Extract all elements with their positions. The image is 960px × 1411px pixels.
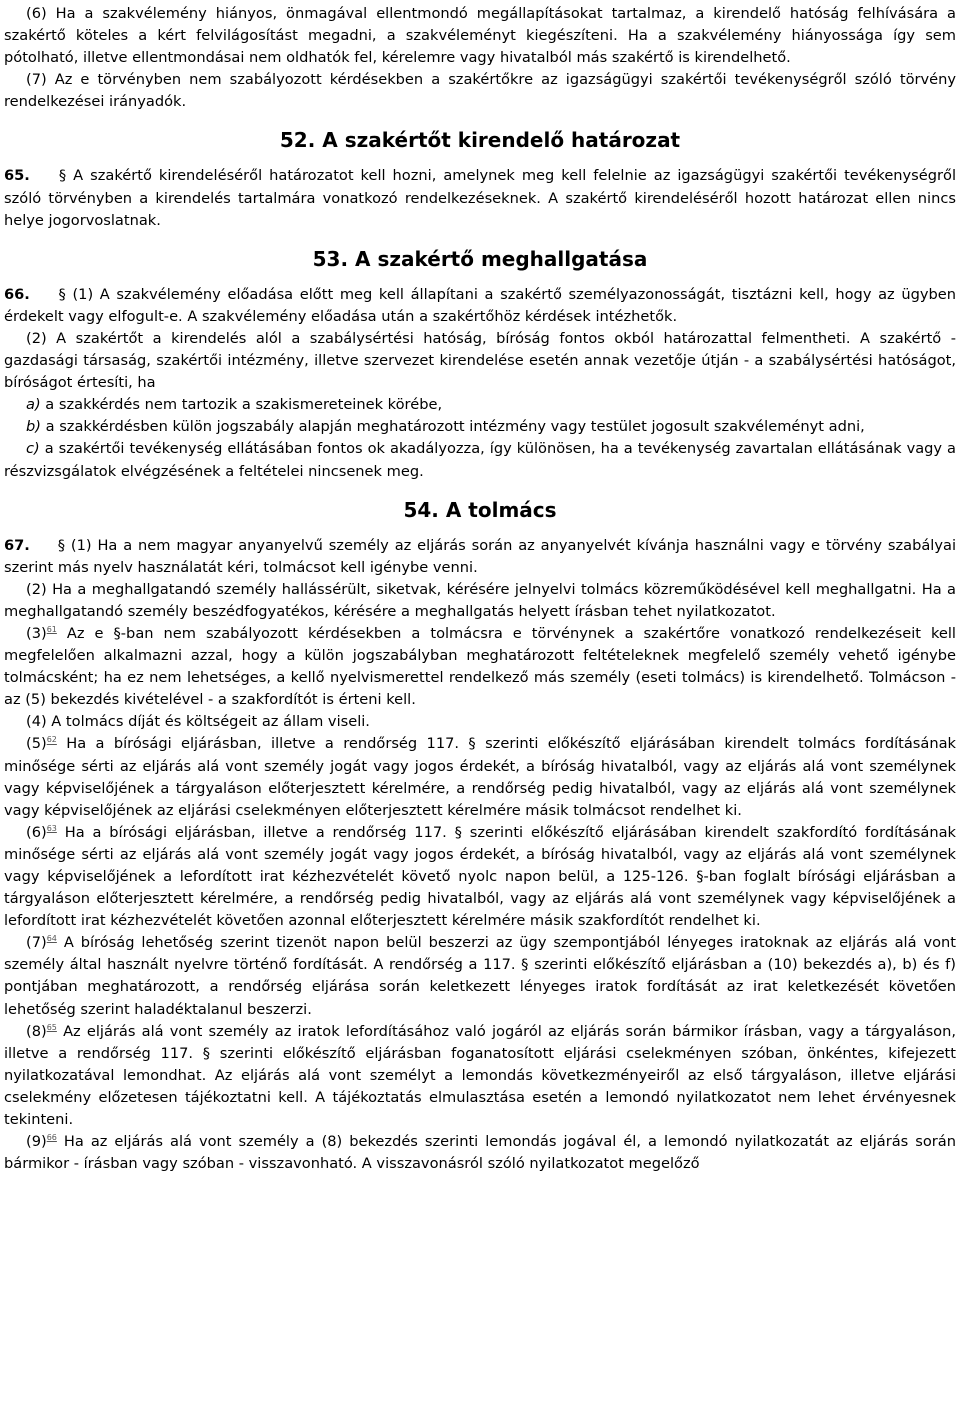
paragraph — [4, 438, 956, 482]
footnote-link[interactable]: 61 — [46, 625, 57, 635]
paragraph — [4, 535, 956, 579]
list-item-marker: a) — [26, 396, 41, 414]
paragraph — [4, 328, 956, 394]
section-heading: 54. A tolmács — [403, 497, 557, 522]
paragraph — [4, 3, 956, 69]
paragraph — [4, 579, 956, 623]
section-number: 67. — [4, 536, 30, 554]
subsection-number: (6) — [26, 823, 47, 841]
footnote-link[interactable]: 63 — [46, 823, 57, 833]
section-number: 65. — [4, 167, 30, 185]
paragraph — [4, 1131, 956, 1175]
paragraph-text: Ha az eljárás alá vont személy a (8) bekezdés szerinti lemondás jogával él, a lemondó nyilatkozatát az eljárás során bármikor - írásban vagy szóban - visszavonható. A visszavonásról szóló nyilatkozatot megelőző — [4, 1133, 957, 1173]
paragraph — [4, 69, 956, 113]
subsection-number: (3) — [26, 624, 47, 642]
paragraph — [4, 623, 956, 711]
section-number: 66. — [4, 285, 30, 303]
paragraph-text: (1) Ha a nem magyar anyanyelvű személy az eljárás során az anyanyelvét kívánja használni vagy e törvény szabályai szerint más nyelv használatát kéri, tolmácsot kell igénybe venni. — [4, 536, 956, 576]
footnote-link[interactable]: 64 — [46, 934, 57, 944]
list-item-marker: c) — [26, 440, 40, 458]
section-sign-link[interactable]: § — [58, 167, 67, 185]
paragraph-text: (4) A tolmács díját és költségeit az állam viseli. — [26, 713, 370, 731]
section-heading: 52. A szakértőt kirendelő határozat — [279, 128, 681, 153]
paragraph — [4, 1021, 956, 1131]
footnote-link[interactable]: 62 — [46, 735, 57, 745]
subsection-number: (9) — [26, 1133, 47, 1151]
paragraph — [4, 711, 956, 733]
subsection-number: (5) — [26, 735, 47, 753]
list-item-marker: b) — [26, 418, 41, 436]
paragraph-text: (7) Az e törvényben nem szabályozott kérdésekben a szakértőkre az igazságügyi szakértői tevékenységről szóló törvény rendelkezései irányadók. — [4, 71, 956, 111]
paragraph-text: Ha a bírósági eljárásban, illetve a rendőrség 117. § szerinti előkészítő eljárásában kirendelt tolmács fordításának minősége sérti az eljárás alá vont személy jogát vagy jogos érdekét, a bíróság hivatalból, vagy az eljárás alá vont személynek vagy képviselőjének a tárgyaláson előterjesztett kérelmére, a rendőrség pedig hivatalból, vagy az eljárás alá vont személynek vagy képviselőjének az eljárási cselekményen előterjesztett kérelmére másik tolmácsot rendelhet ki. — [4, 735, 956, 819]
paragraph — [4, 822, 956, 932]
paragraph-text: Az eljárás alá vont személy az iratok lefordításához való jogáról az eljárás során bármikor írásban, vagy a tárgyaláson, illetve a rendőrség 117. § szerinti előkészítő eljárásban foganatosított eljárási cselekményen szóban, önkéntes, kifejezett nyilatkozatával lemondhat. Az eljárás alá vont személyt a lemondás következményeiről az első tárgyaláson, illetve eljárási cselekmény előzetesen tájékoztatni kell. A tájékoztatás elmulasztása esetén a lemondó nyilatkozatot nem lehet érvényesnek tekinteni. — [4, 1022, 957, 1129]
paragraph — [4, 284, 956, 328]
paragraph-text: A bíróság lehetőség szerint tizenöt napon belül beszerzi az ügy szempontjából lényeges iratoknak az eljárás alá vont személy által használt nyelvre történő fordítását. A rendőrség a 117. § szerinti előkészítő eljárásban a (10) bekezdés a), b) és f) pontjában meghatározott, a rendőrség eljárása során keletkezett lényeges iratok fordítását az irat keletkezését követően lehetőség szerint haladéktalanul beszerzi. — [4, 934, 956, 1018]
paragraph — [4, 416, 956, 438]
paragraph-text: Ha a bírósági eljárásban, illetve a rendőrség 117. § szerinti előkészítő eljárásában kirendelt szakfordító fordításának minősége sérti az eljárás alá vont személy jogát vagy jogos érdekét, a bíróság hivatalból, vagy az eljárás alá vont személynek vagy képviselőjének a lefordított irat kézhezvételét követő nyolc napon belül, a 125-126. §-ban foglalt bírósági eljárásban a tárgyaláson előterjesztett kérelmére, a rendőrség pedig hivatalból, vagy az eljárás alá vont személynek vagy képviselőjének a lefordított irat kézhezvételét követően azonnal előterjesztett kérelmére másik szakfordítót rendelhet ki. — [4, 823, 956, 930]
paragraph-text: a szakértői tevékenység ellátásában fontos ok akadályozza, így különösen, ha a tevékenység zavartalan ellátásának vagy a részvizsgálatok elvégzésének a feltételei nincsenek meg. — [4, 440, 956, 480]
footnote-link[interactable]: 65 — [46, 1022, 57, 1032]
paragraph-text: (2) Ha a meghallgatandó személy hallássérült, siketvak, kérésére jelnyelvi tolmács közreműködésével kell meghallgatni. Ha a meghallgatandó személy beszédfogyatékos, kérésére a meghallgatás helyett írásban tehet nyilatkozatot. — [4, 580, 956, 620]
paragraph — [4, 932, 956, 1020]
paragraph-text: (1) A szakvélemény előadása előtt meg kell állapítani a szakértő személyazonosságát, tisztázni kell, hogy az ügyben érdekelt vagy elfogult-e. A szakvélemény előadása után a szakértőhöz kérdések intézhetők. — [4, 285, 956, 325]
paragraph — [4, 394, 956, 416]
paragraph-text: A szakértő kirendeléséről határozatot kell hozni, amelynek meg kell felelnie az igazságügyi szakértői tevékenységről szóló törvényben a kirendelés tartalmára vonatkozó rendelkezéseknek. A szakértő kirendeléséről hozott határozat ellen nincs helye jogorvoslatnak. — [4, 167, 957, 229]
paragraph-text: (2) A szakértőt a kirendelés alól a szabálysértési hatóság, bíróság fontos okból határozattal felmentheti. A szakértő - gazdasági társaság, szakértői intézmény, illetve szervezet kirendelése esetén annak vezetője útján - a szabálysértési hatóságot, bíróságot értesíti, ha — [4, 329, 956, 392]
paragraph-text: (6) Ha a szakvélemény hiányos, önmagával ellentmondó megállapításokat tartalmaz, a kirendelő hatóság felhívására a szakértő köteles a kért felvilágosítást megadni, a szakvéleményt kiegészíteni. Ha a szakvélemény hiányossága így sem pótolható, illetve ellentmondásai nem oldhatók fel, kérelemre vagy hivatalból más szakértő is kirendelhető. — [4, 5, 956, 67]
section-heading: 53. A szakértő meghallgatása — [312, 246, 648, 271]
paragraph-text: Az e §-ban nem szabályozott kérdésekben a tolmácsra e törvénynek a szakértőre vonatkozó rendelkezéseit kell megfelelően alkalmazni azzal, hogy a külön jogszabályban meghatározott feltételeknek megfelelő személy vehető igénybe tolmácsként; ha ez nem lehetséges, a kellő nyelvismerettel rendelkező más személy (eseti tolmács) is kirendelhető. Tolmácson - az (5) bekezdés kivételével - a szakfordítót is érteni kell. — [4, 624, 956, 709]
footnote-link[interactable]: 66 — [46, 1133, 57, 1143]
paragraph-text: a szakkérdés nem tartozik a szakismereteinek körébe, — [45, 396, 443, 414]
section-sign-link[interactable]: § — [57, 536, 66, 554]
subsection-number: (7) — [26, 934, 47, 952]
paragraph — [4, 733, 956, 821]
paragraph-text: a szakkérdésben külön jogszabály alapján meghatározott intézmény vagy testület jogosult szakvéleményt adni, — [45, 418, 865, 436]
subsection-number: (8) — [26, 1022, 47, 1040]
section-sign-link[interactable]: § — [58, 285, 66, 303]
paragraph — [4, 165, 956, 231]
